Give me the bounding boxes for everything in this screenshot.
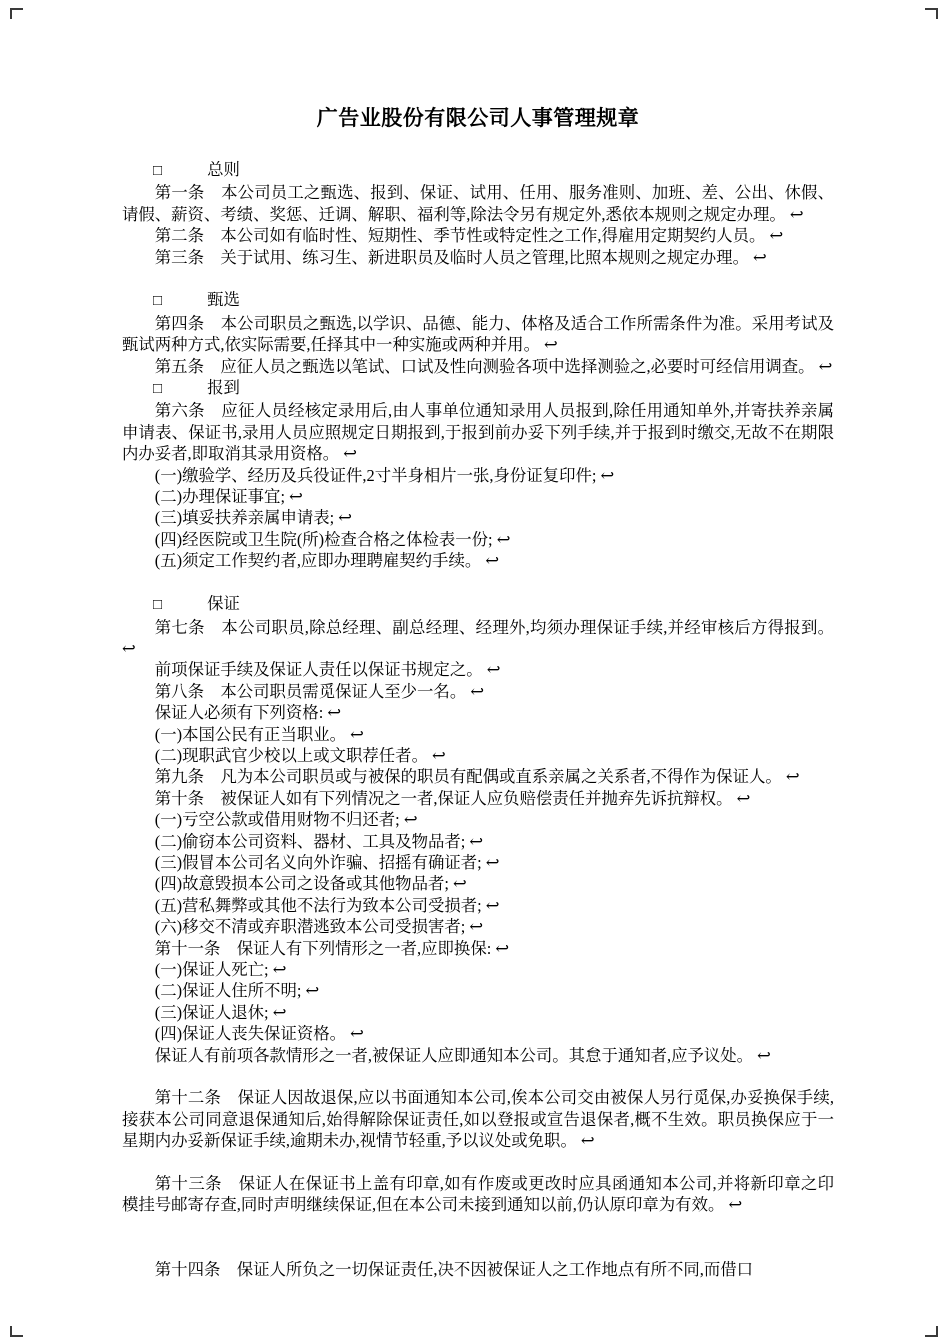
blank-line [122, 1066, 834, 1087]
section-marker-icon: □ [153, 163, 163, 179]
paragraph: (二)现职武官少校以上或文职荐任者。 ↩ [154, 745, 446, 765]
paragraph: (四)经医院或卫生院(所)检查合格之体检表一份; ↩ [154, 529, 511, 549]
paragraph: 第五条 应征人员之甄选以笔试、口试及性向测验各项中选择测验之,必要时可经信用调查。 ↩ [154, 356, 833, 376]
section-heading [122, 289, 834, 312]
paragraph: 前项保证手续及保证人责任以保证书规定之。 ↩ [154, 660, 501, 680]
paragraph: 第九条 凡为本公司职员或与被保的职员有配偶或直系亲属之关系者,不得作为保证人。 ↩ [154, 767, 800, 787]
section-heading-label: 保证 [207, 594, 240, 614]
paragraph: 保证人有前项各款情形之一者,被保证人应即通知本公司。其怠于通知者,应予议处。 ↩ [154, 1045, 771, 1065]
paragraph: 第十三条 保证人在保证书上盖有印章,如有作废或更改时应具函通知本公司,并将新印章之印模挂号邮寄存查,同时声明继续保证,但在本公司未接到通知以前,仍认原印章为有效。 ↩ [122, 1174, 834, 1215]
paragraph: (六)移交不清或弃职潜逃致本公司受损害者; ↩ [154, 917, 484, 937]
crop-mark-bottom-right [925, 1326, 938, 1337]
section-heading-label: 报到 [207, 378, 240, 398]
paragraph: 第十一条 保证人有下列情形之一者,应即换保: ↩ [154, 938, 510, 958]
paragraph: 第八条 本公司职员需觅保证人至少一名。 ↩ [154, 681, 485, 701]
paragraph: 第六条 应征人员经核定录用后,由人事单位通知录用人员报到,除任用通知单外,并寄扶养亲属申请表、保证书,录用人员应照规定日期报到,于报到前办妥下列手续,并于报到时缴交,无故不在期限内办妥者,即取消其录用资格。 ↩ [122, 401, 834, 464]
crop-mark-top-left [10, 8, 23, 19]
paragraph: 第七条 本公司职员,除总经理、副总经理、经理外,均须办理保证手续,并经审核后方得报到。 ↩ [122, 617, 834, 658]
section-marker-icon: □ [153, 597, 163, 614]
blank-line [122, 1237, 834, 1258]
paragraph: (五)须定工作契约者,应即办理聘雇契约手续。 ↩ [154, 551, 500, 571]
section-heading [122, 377, 834, 400]
document-content [122, 104, 834, 1280]
crop-mark-top-right [925, 8, 938, 19]
paragraph: (三)保证人退休; ↩ [154, 1002, 287, 1022]
paragraph: (四)保证人丧失保证资格。 ↩ [154, 1024, 364, 1044]
paragraph: 第十四条 保证人所负之一切保证责任,决不因被保证人之工作地点有所不同,而借口 [154, 1259, 754, 1279]
paragraph: (五)营私舞弊或其他不法行为致本公司受损者; ↩ [154, 895, 500, 915]
paragraph: (一)本国公民有正当职业。 ↩ [154, 724, 364, 744]
paragraph: (三)填妥扶养亲属申请表; ↩ [154, 508, 353, 528]
paragraph: (一)缴验学、经历及兵役证件,2寸半身相片一张,身份证复印件; ↩ [154, 465, 615, 485]
crop-mark-bottom-left [10, 1326, 23, 1337]
paragraph: (四)故意毁损本公司之设备或其他物品者; ↩ [154, 874, 467, 894]
paragraph: 第十条 被保证人如有下列情况之一者,保证人应负赔偿责任并抛弃先诉抗辩权。 ↩ [154, 788, 751, 808]
paragraph: (一)亏空公款或借用财物不归还者; ↩ [154, 810, 418, 830]
page-title: 广告业股份有限公司人事管理规章 [316, 106, 640, 130]
paragraph: (三)假冒本公司名义向外诈骗、招摇有确证者; ↩ [154, 852, 500, 872]
paragraph: (二)偷窃本公司资料、器材、工具及物品者; ↩ [154, 831, 484, 851]
paragraph: 第二条 本公司如有临时性、短期性、季节性或特定性之工作,得雇用定期契约人员。 ↩ [154, 226, 784, 246]
paragraph: (一)保证人死亡; ↩ [154, 960, 287, 979]
paragraph: 第一条 本公司员工之甄选、报到、保证、试用、任用、服务准则、加班、差、公出、休假、请假、薪资、考绩、奖惩、迁调、解职、福利等,除法令另有规定外,悉依本规则之规定办理。 ↩ [122, 183, 834, 224]
blank-line [122, 268, 834, 289]
section-marker-icon: □ [153, 293, 163, 310]
section-heading [122, 593, 834, 616]
paragraph: 保证人必须有下列资格: ↩ [154, 703, 342, 723]
paragraph: 第三条 关于试用、练习生、新进职员及临时人员之管理,比照本规则之规定办理。 ↩ [154, 247, 767, 267]
blank-line [122, 1216, 834, 1237]
blank-line [122, 1152, 834, 1173]
paragraph: 第十二条 保证人因故退保,应以书面通知本公司,俟本公司交由被保人另行觅保,办妥换保手续,接获本公司同意退保通知后,始得解除保证责任,如以登报或宣告退保者,概不生效。职员换保应于一星期内办妥新保证手续,逾期未办,视情节轻重,予以议处或免职。 ↩ [122, 1088, 834, 1151]
section-heading-label: 甄选 [207, 290, 240, 310]
section-heading-label: 总则 [207, 160, 240, 179]
paragraph: 第四条 本公司职员之甄选,以学识、品德、能力、体格及适合工作所需条件为准。采用考试及甄试两种方式,依实际需要,任择其中一种实施或两种并用。 ↩ [122, 313, 834, 355]
section-heading [122, 159, 834, 182]
paragraph: (二)保证人住所不明; ↩ [154, 981, 320, 1001]
blank-line [122, 572, 834, 593]
paragraph: (二)办理保证事宜; ↩ [154, 487, 303, 507]
document-body [122, 159, 834, 1280]
section-marker-icon: □ [153, 381, 163, 398]
